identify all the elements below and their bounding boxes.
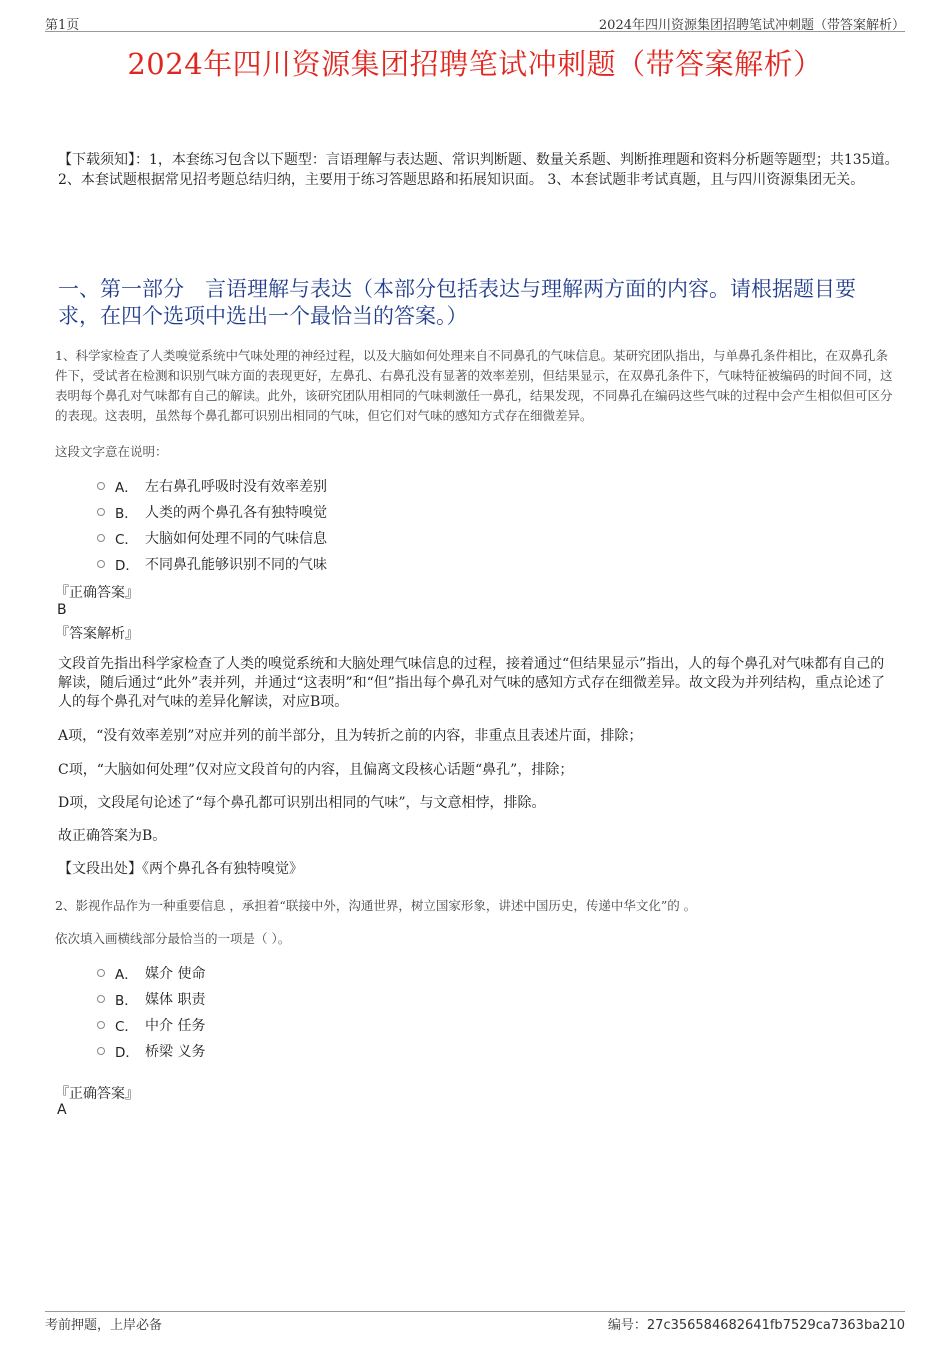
question-2-prompt: 依次填入画横线部分最恰当的一项是（ ）。	[55, 931, 291, 946]
page-number: 第1页	[45, 18, 80, 33]
option-letter: C．	[115, 532, 138, 548]
analysis-paragraph: 文段首先指出科学家检查了人类的嗅觉系统和大脑处理气味信息的过程，接着通过“但结果显示”指出，人的每个鼻孔对气味都有自己的解读，随后通过“此外”表并列，并通过“这表明”和“但”指出每个鼻孔对气味的感知方式存在细微差异。故文段为并列结构，重点论述了人的每个鼻孔对气味的差异化解读，对应B项。	[58, 656, 885, 710]
header-doc-title: 2024年四川资源集团招聘笔试冲刺题（带答案解析）	[598, 18, 905, 33]
page-title: 2024年四川资源集团招聘笔试冲刺题（带答案解析）	[127, 47, 823, 81]
option-letter: B．	[115, 506, 138, 522]
option-text: 人类的两个鼻孔各有独特嗅觉	[145, 505, 327, 521]
section-heading: 一、第一部分 言语理解与表达（本部分包括表达与理解两方面的内容。请根据题目要求，在四个选项中选出一个最恰当的答案。）	[58, 277, 856, 328]
option-text: 媒介 使命	[145, 966, 206, 982]
option-letter: A．	[115, 967, 138, 983]
radio-icon[interactable]	[97, 1021, 105, 1029]
question-1-option-d[interactable]	[97, 554, 327, 574]
option-text: 中介 任务	[145, 1018, 206, 1034]
question-2-option-d[interactable]	[97, 1041, 205, 1061]
analysis-paragraph: C项，“大脑如何处理”仅对应文段首句的内容，且偏离文段核心话题“鼻孔”，排除；	[58, 762, 574, 778]
option-text: 媒体 职责	[145, 992, 206, 1008]
radio-icon[interactable]	[97, 560, 105, 568]
question-1-analysis-label: 『答案解析』	[55, 626, 139, 642]
analysis-paragraph: D项，文段尾句论述了“每个鼻孔都可识别出相同的气味”，与文意相悖，排除。	[58, 795, 546, 811]
option-text: 不同鼻孔能够识别不同的气味	[145, 557, 327, 573]
footer-slogan: 考前押题，上岸必备	[45, 1318, 163, 1333]
question-2-text: 2、影视作品作为一种重要信息 ，承担着“联接中外，沟通世界，树立国家形象，讲述中国历史，传递中华文化”的 。	[55, 898, 697, 913]
radio-icon[interactable]	[97, 482, 105, 490]
question-2-option-a[interactable]	[97, 963, 205, 983]
question-1-answer-label: 『正确答案』	[55, 585, 139, 601]
download-notice: 【下载须知】：1，本套练习包含以下题型：言语理解与表达题、常识判断题、数量关系题、判断推理题和资料分析题等题型；共135道。 2、本套试题根据常见招考题总结归纳，主要用于练习答题思路和拓展知识面。 3、本套试题非考试真题，且与四川资源集团无关。	[58, 152, 899, 188]
radio-icon[interactable]	[97, 1047, 105, 1055]
option-text: 桥梁 义务	[145, 1044, 206, 1060]
header-divider	[45, 31, 905, 32]
option-text: 大脑如何处理不同的气味信息	[145, 531, 327, 547]
question-2-answer-label: 『正确答案』	[55, 1086, 139, 1102]
option-letter: D．	[115, 558, 139, 574]
option-text: 左右鼻孔呼吸时没有效率差别	[145, 479, 327, 495]
analysis-source: 【文段出处】《两个鼻孔各有独特嗅觉》	[58, 861, 303, 877]
radio-icon[interactable]	[97, 508, 105, 516]
option-letter: A．	[115, 480, 138, 496]
radio-icon[interactable]	[97, 534, 105, 542]
question-1-text: 1、科学家检查了人类嗅觉系统中气味处理的神经过程，以及大脑如何处理来自不同鼻孔的气味信息。某研究团队指出，与单鼻孔条件相比，在双鼻孔条件下，受试者在检测和识别气味方面的表现更好，左鼻孔、右鼻孔没有显著的效率差别，但结果显示，在双鼻孔条件下，气味特征被编码的时间不同，这表明每个鼻孔对气味都有自己的解读。此外，该研究团队用相同的气味刺激任一鼻孔，结果发现，不同鼻孔在编码这些气味的过程中会产生相似但可区分的表现。这表明，虽然每个鼻孔都可识别出相同的气味，但它们对气味的感知方式存在细微差异。	[55, 348, 893, 423]
radio-icon[interactable]	[97, 995, 105, 1003]
question-1-prompt: 这段文字意在说明：	[55, 444, 168, 459]
question-1-option-c[interactable]	[97, 528, 327, 548]
radio-icon[interactable]	[97, 969, 105, 977]
option-letter: D．	[115, 1045, 139, 1061]
footer-doc-id: 编号：27c356584682641fb7529ca7363ba210	[607, 1318, 905, 1333]
question-1-option-b[interactable]	[97, 502, 327, 522]
footer-divider	[45, 1311, 905, 1312]
analysis-paragraph: A项，“没有效率差别”对应并列的前半部分，且为转折之前的内容，非重点且表述片面，排除；	[58, 728, 643, 744]
option-letter: B．	[115, 993, 138, 1009]
analysis-paragraph: 故正确答案为B。	[58, 828, 167, 844]
question-1-option-a[interactable]	[97, 476, 327, 496]
question-2-option-b[interactable]	[97, 989, 205, 1009]
question-2-answer: A	[57, 1102, 67, 1118]
option-letter: C．	[115, 1019, 138, 1035]
question-2-option-c[interactable]	[97, 1015, 205, 1035]
question-1-answer: B	[57, 602, 67, 618]
